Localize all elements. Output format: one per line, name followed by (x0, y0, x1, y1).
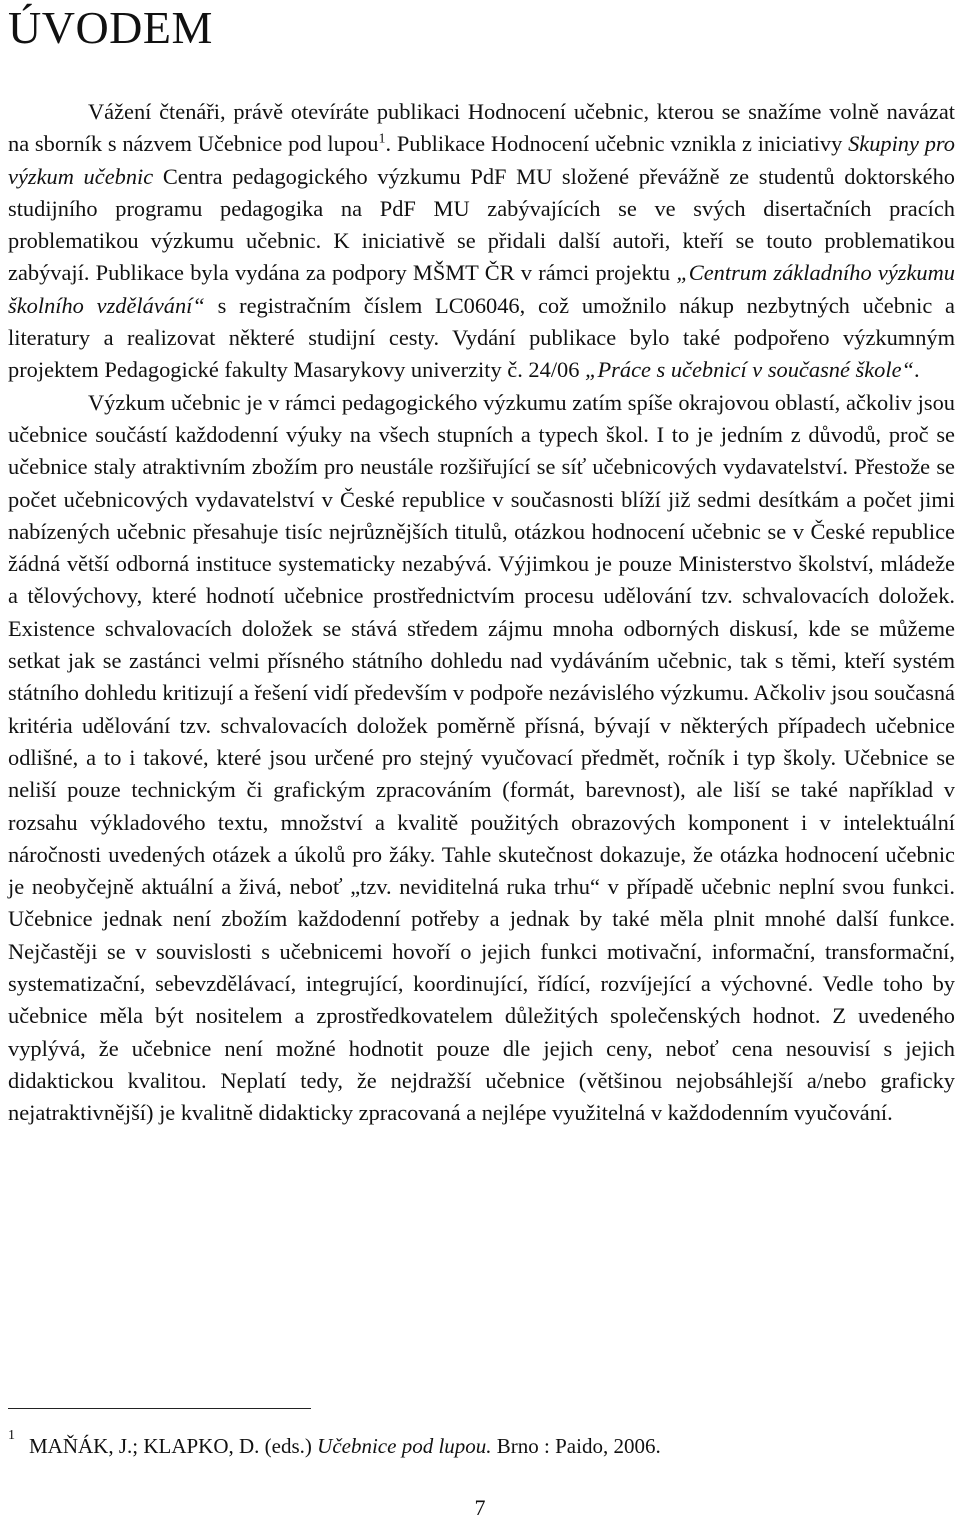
paragraph-1-text: Vážení čtenáři, právě otevíráte publikaci Hodnocení učebnic, kterou se snažíme volně navázat na sborník s názvem Učebnice pod lupou (8, 99, 955, 157)
footnote-number: 1 (8, 1428, 15, 1443)
paragraph-1-text: . (913, 357, 920, 383)
footnote-title: Učebnice pod lupou. (317, 1434, 492, 1458)
body-text (8, 96, 955, 1130)
paragraph-2: Výzkum učebnic je v rámci pedagogického výzkumu zatím spíše okrajovou oblastí, ačkoliv jsou učebnice součástí každodenní výuky na všech stupních a typech škol. I to je jedním z důvodů, proč se učebnice staly atraktivním zbožím pro neustále rozšiřující se síť učebnicových vydavatelství. Přestože se počet učebnicových vydavatelství v České republice v současnosti blíží již sedmi desítkám a počet jimi nabízených učebnic přesahuje tisíc nejrůznějších titulů, otázkou hodnocení učebnic se v České republice žádná větší odborná instituce systematicky nezabývá. Výjimkou je pouze Ministerstvo školství, mládeže a tělovýchovy, které hodnotí učebnice prostřednictvím procesu udělování tzv. schvalovacích doložek. Existence schvalovacích doložek se stává středem zájmu mnoha odborných diskusí, kde se můžeme setkat jak se zastánci velmi přísného státního dohledu nad vydáváním učebnic, tak s těmi, kteří systém státního dohledu kritizují a řešení vidí především v podpoře nezávislého výzkumu. Ačkoliv jsou současná kritéria udělování tzv. schvalovacích doložek poměrně přísná, bývají v některých případech učebnice odlišné, a to i takové, které jsou určené pro stejný vyučovací předmět, ročník i typ školy. Učebnice se neliší pouze technickým či grafickým zpracováním (formát, barevnost), ale liší se také například v rozsahu výkladového textu, množství a kvalitě použitých obrazových komponent i v intelektuální náročnosti uvedených otázek a úkolů pro žáky. Tahle skutečnost dokazuje, že otázka hodnocení učebnic je neobyčejně aktuální a živá, neboť „tzv. neviditelná ruka trhu“ v případě učebnic neplní svou funkci. Učebnice jednak není zbožím každodenní potřeby a jednak by také měla plnit mnohé další funkce. Nejčastěji se v souvislosti s učebnicemi hovoří o jejich funkci motivační, informační, transformační, systematizační, sebevzdělávací, integrující, koordinující, řídící, rozvíjející a výchovné. Vedle toho by učebnice měla být nositelem a zprostředkovatelem důležitých společenských hodnot. Z uvedeného vyplývá, že učebnice není možné hodnotit pouze dle jejich ceny, neboť cena nesouvisí s jejich didaktickou kvalitou. Neplatí tedy, že nejdražší učebnice (většinou nejobsáhlejší a/nebo graficky nejatraktivnější) je kvalitně didakticky zpracovaná a nejlépe využitelná v každodenním vyučování. (8, 389, 955, 1126)
footnote-separator (8, 1408, 311, 1409)
page-title: ÚVODEM (8, 2, 213, 53)
research-project-name: „Práce s učebnicí v současné škole“ (585, 357, 914, 383)
emphasis-text: Skupiny pro výzkum učebnic (8, 131, 955, 189)
project-name: „Centrum základního výzkumu školního vzdělávání“ (8, 260, 955, 318)
footnote-authors: MAŇÁK, J.; KLAPKO, D. (eds.) (29, 1434, 318, 1458)
footnote-reference[interactable]: 1 (378, 131, 386, 147)
paragraph-1 (8, 96, 955, 387)
paragraph-1-text: Centra pedagogického výzkumu PdF MU složené převážně ze studentů doktorského studijního programu pedagogika na PdF MU zabývajících se ve svých disertačních pracích problematikou výzkumu učebnic. K iniciativě se přidali další autoři, kteří se touto problematikou zabývají. Publikace byla vydána za podpory MŠMT ČR v rámci projektu (8, 163, 955, 286)
page-number: 7 (474, 1495, 486, 1520)
footnote-publisher: Brno : Paido, 2006. (491, 1434, 661, 1458)
paragraph-1-text: . Publikace Hodnocení učebnic vznikla z iniciativy (385, 131, 849, 157)
paragraph-1-text: s registračním číslem LC06046, což umožnilo nákup nezbytných učebnic a literatury a realizovat některé studijní cesty. Vydání publikace bylo také podpořeno výzkumným projektem Pedagogické fakulty Masarykovy univerzity č. 24/06 (8, 292, 955, 383)
footnote (8, 1412, 661, 1470)
